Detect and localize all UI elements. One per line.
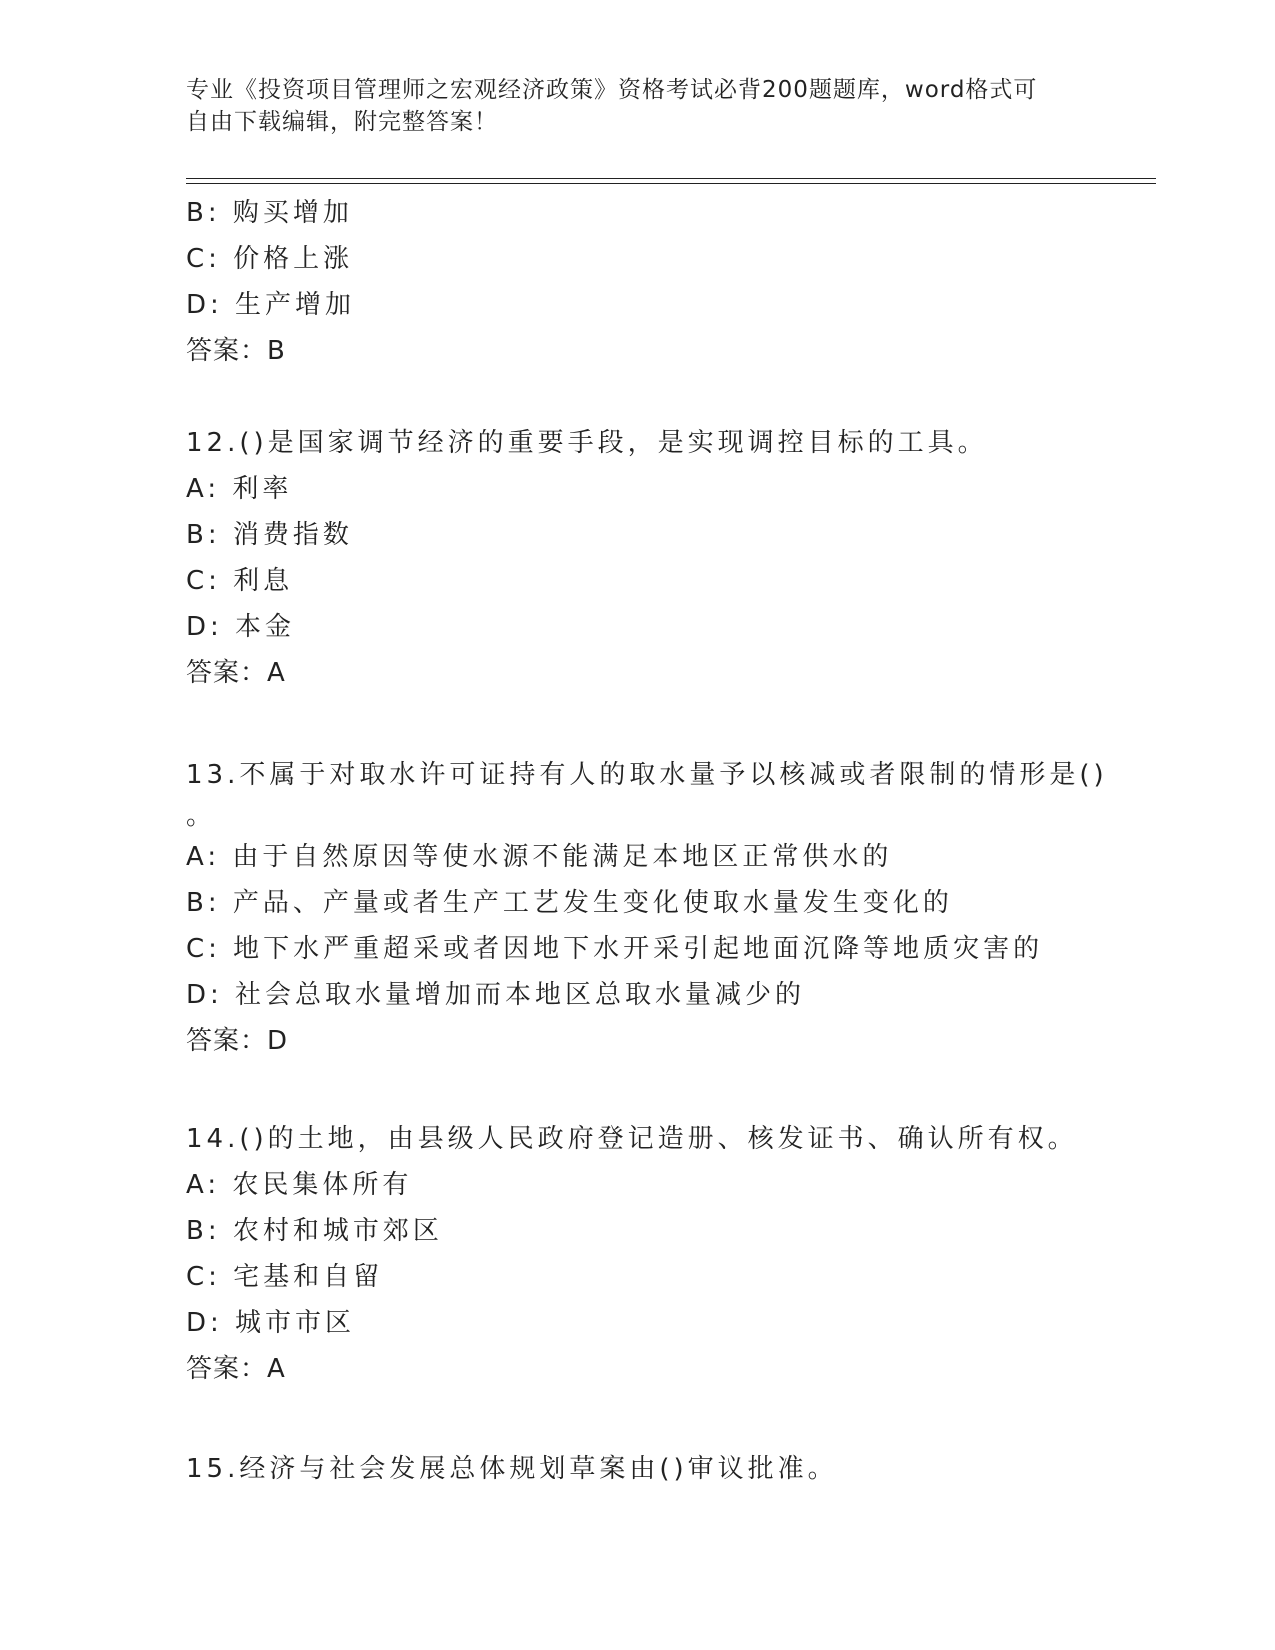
question-stem: 12.()是国家调节经济的重要手段，是实现调控目标的工具。 [186,428,988,458]
option-c: C: 价格上涨 [186,244,354,274]
question-15 [186,1446,1086,1492]
option-b: B: 消费指数 [186,520,353,550]
question-stem: 14.()的土地，由县级人民政府登记造册、核发证书、确认所有权。 [186,1124,1078,1154]
answer-line: 答案：A [186,1354,286,1384]
answer-line: 答案：D [186,1026,289,1056]
header-rule-bottom [186,183,1156,184]
option-c: C: 地下水严重超采或者因地下水开采引起地面沉降等地质灾害的 [186,934,1044,964]
question-stem: 15.经济与社会发展总体规划草案由()审议批准。 [186,1454,838,1484]
option-d: D: 生产增加 [186,290,356,320]
header-line-2: 自由下载编辑，附完整答案！ [186,109,498,135]
header-rule-top [186,178,1156,179]
question-12 [186,420,1086,696]
question-stem: 13.不属于对取水许可证持有人的取水量予以核减或者限制的情形是() [186,760,1108,790]
question-list [186,190,1108,1492]
option-b: B: 购买增加 [186,198,353,228]
option-a: A: 农民集体所有 [186,1170,413,1200]
header-line-1: 专业《投资项目管理师之宏观经济政策》资格考试必背200题题库，word格式可 [186,77,1038,103]
page-header [186,74,1076,138]
option-d: D: 社会总取水量增加而本地区总取水量减少的 [186,980,806,1010]
question-11-continuation [186,190,1086,374]
option-c: C: 宅基和自留 [186,1262,384,1292]
question-13 [186,752,1108,1064]
option-c: C: 利息 [186,566,294,596]
question-14 [186,1116,1086,1392]
option-d: D: 城市市区 [186,1308,356,1338]
option-d: D: 本金 [186,612,296,642]
option-a: A: 由于自然原因等使水源不能满足本地区正常供水的 [186,842,893,872]
answer-line: 答案：A [186,658,286,688]
option-b: B: 农村和城市郊区 [186,1216,443,1246]
option-a: A: 利率 [186,474,293,504]
question-stem-continuation: 。 [186,801,213,831]
answer-line: 答案：B [186,336,286,366]
option-b: B: 产品、产量或者生产工艺发生变化使取水量发生变化的 [186,888,953,918]
